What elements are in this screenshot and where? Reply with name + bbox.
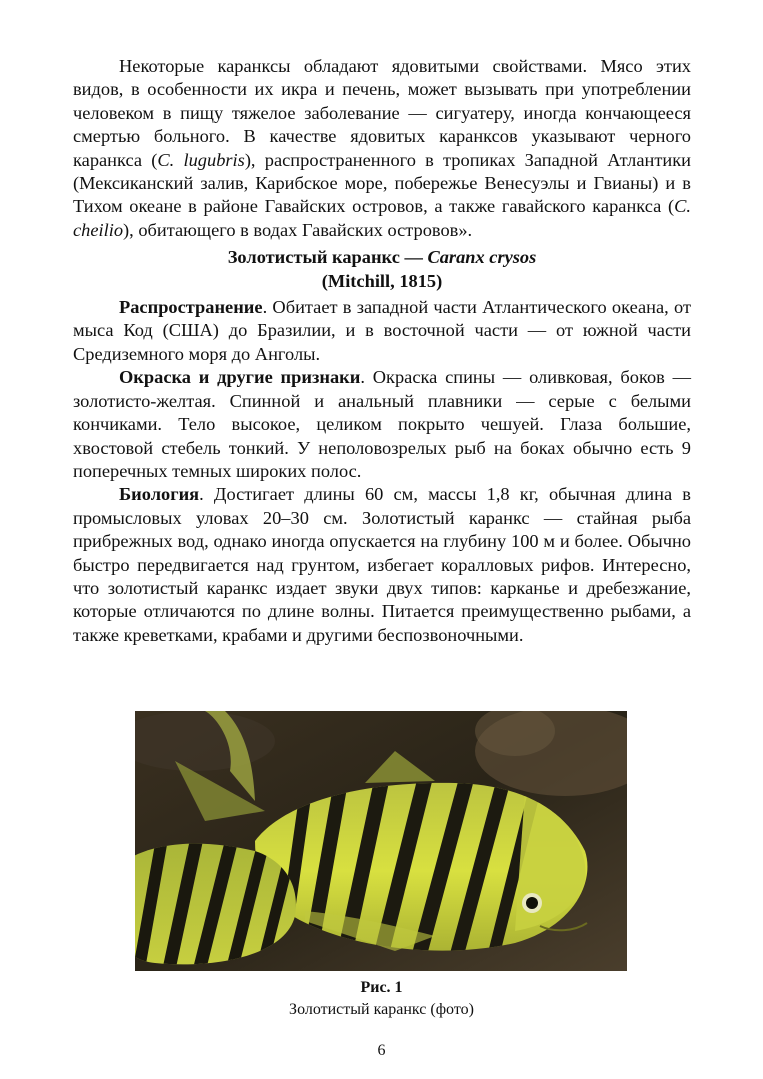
section-distribution: Распространение. Обитает в западной части Атлантического океана, от мыса Код (США) до Бразилии, и в восточной части — от южной части Средиземного моря до Анголы. (73, 297, 691, 364)
species-heading: Золотистый каранкс — Caranx crysos (Mitchill, 1815) (227, 247, 537, 291)
page-number: 6 (377, 1042, 386, 1059)
section-coloration: Окраска и другие признаки. Окраска спины — оливковая, боков — золотисто-желтая. Спинной и анальный плавники — серые с белыми кончиками. Тело высокое, целиком покрыто чешуей. Глаза большие, хвостовой стебель тонкий. У неполовозрелых рыб на боках обычно есть 9 поперечных темных широких полос. (73, 367, 692, 481)
intro-paragraph: Некоторые каранксы обладают ядовитыми свойствами. Мясо этих видов, в особенности их икра и печень, может вызывать при употреблении человеком в пищу тяжелое заболевание — сигуатеру, иногда кончающееся смертью больного. В качестве ядовитых каранксов указывают черного каранкса (C. lugubris), распространенного в тропиках Западной Атлантики (Мексиканский залив, Карибское море, побережье Венесуэлы и Гвианы) и в Тихом океане в районе Гавайских островов, а также гавайского каранкса (C. cheilio), обитающего в водах Гавайских островов». (73, 56, 691, 240)
section-biology: Биология. Достигает длины 60 см, массы 1,8 кг, обычная длина в промысловых уловах 20–30 см. Золотистый каранкс — стайная рыба прибрежных вод, однако иногда опускается на глубину 100 м и более. Обычно быстро передвигается над грунтом, избегает коралловых рифов. Интересно, что золотистый каранкс издает звуки двух типов: карканье и дребезжание, которые отличаются по длине волны. Питается преимущественно рыбами, а также креветками, крабами и другими беспозвоночными. (73, 484, 691, 645)
page-body (73, 55, 691, 647)
figure-caption: Золотистый каранкс (фото) (289, 1001, 474, 1018)
fish-photo (135, 711, 627, 971)
figure-title: Рис. 1 (360, 979, 403, 996)
